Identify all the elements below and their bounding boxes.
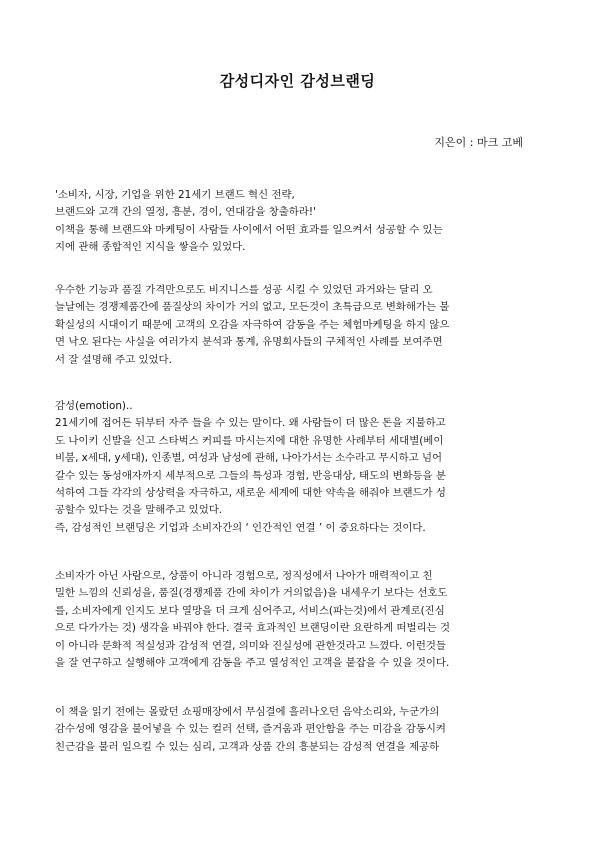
page-title: 감성디자인 감성브랜딩 [219,72,376,90]
paragraph-shopping: 이 책을 읽기 전에는 몰랐던 쇼핑매장에서 무심결에 흘러나오던 음악소리와, 누군가의 감수성에 영감을 불어넣을 수 있는 컬러 선택, 즐거움과 편안함을 주는 미감을 감동시켜 친근감을 불러 일으킬 수 있는 심리, 고객과 상품 간의 흥분되는 감성적 연결을 제공하 [55,706,446,753]
author-line: 지은이 : 마크 고베 [434,136,523,149]
paragraph-consumer: 소비자가 아닌 사람으로, 상품이 아니라 경험으로, 정직성에서 나아가 매력적이고 친 밀한 느낌의 신뢰성을, 품질(경쟁제품 간에 차이가 거의없음)을 내세우기 보다는 선호도 를, 소비자에게 인지도 보다 열망을 더 크게 심어주고, 서비스(파는것)에서 관계로(진심 으로 다가가는 것) 생각을 바꿔야 한다. 결국 효과적인 브랜딩이란 요란하게 떠벌리는 것 이 아니라 문화적 적실성과 감성적 연결, 의미와 진실성에 관한것라고 느꼈다. 이런것들 을 잘 연구하고 실행해야 고객에게 감동을 주고 열성적인 고객을 붙잡을 수 있을 것이다. [55,570,450,670]
paragraph-emotion: 감성(emotion).. 21세기에 접어든 뒤부터 자주 들을 수 있는 말이다. 왜 사람들이 더 많은 돈을 지불하고 도 나이키 신발을 신고 스타벅스 커피를 마시는지에 대한 유명한 사례부터 세대별(베이 비붐, x세대, y세대), 인종별, 여성과 남성에 관해, 나아가서는 소수라고 무시하고 넘어 갈수 있는 동성애자까지 세부적으로 그들의 특성과 경험, 반응대상, 태도의 변화등을 분 석하여 그들 각각의 상상력을 자극하고, 새로운 세계에 대한 약속을 해줘야 브랜드가 성 공할수 있다는 것을 말해주고 있었다. 즉, 감성적인 브랜딩은 기업과 소비자간의 ‘ 인간적인 연결 ’ 이 중요하다는 것이다. [55,400,446,534]
paragraph-intro: '소비자, 시장, 기업을 위한 21세기 브랜드 혁신 전략, 브랜드와 고객 간의 열정, 흥분, 경이, 연대감을 창출하라!' 이책을 통해 브랜드와 마케팅이 사람들 사이에서 어떤 효과를 일으켜서 성공할 수 있는 지에 관해 종합적인 지식을 쌓을수 있었다. [55,189,443,254]
paragraph-quality: 우수한 기능과 품질 가격만으로도 비지니스를 성공 시킬 수 있었던 과거와는 달리 오 늘날에는 경쟁제품간에 품질상의 차이가 거의 없고, 모든것이 초특급으로 변화해가는 불 확실성의 시대이기 때문에 고객의 오감을 자극하여 감동을 주는 체험마케팅을 하지 않으 면 낙오 된다는 사실을 여러가지 분석과 통계, 유명회사들의 구체적인 사례를 보여주면 서 잘 설명해 주고 있었다. [55,284,450,366]
